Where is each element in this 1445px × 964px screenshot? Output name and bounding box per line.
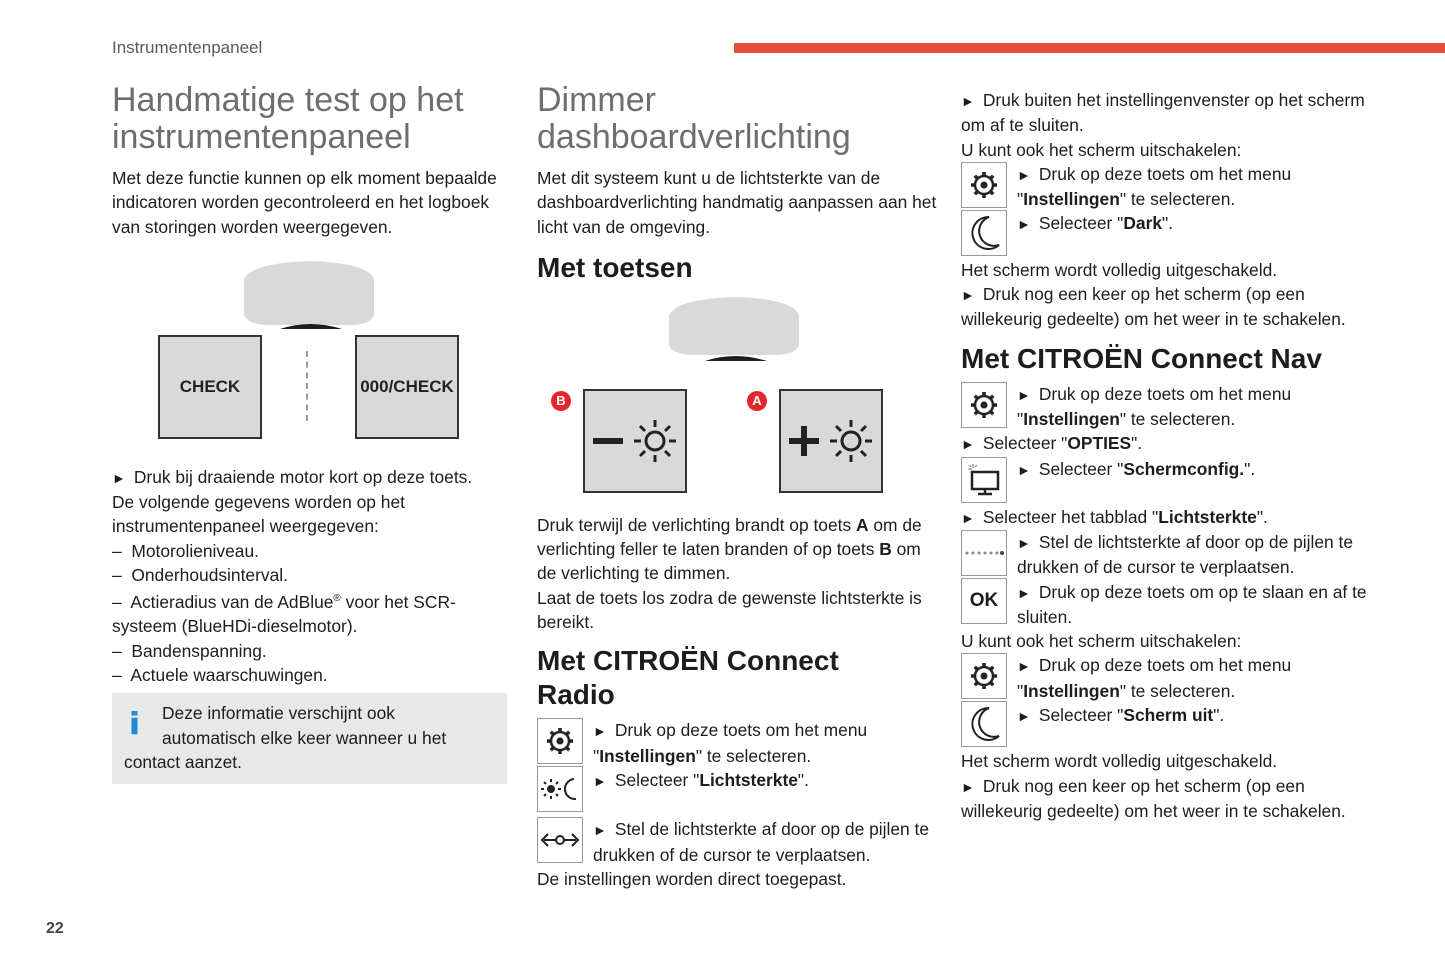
step-line bbox=[1017, 162, 1381, 212]
step-line bbox=[1017, 211, 1381, 236]
dashboard-silhouette bbox=[537, 295, 937, 365]
bullet-triangle: ► bbox=[1017, 166, 1031, 183]
heading-with-buttons: Met toetsen bbox=[537, 251, 693, 283]
text-span: Selecteer " bbox=[1038, 213, 1124, 234]
step-line bbox=[593, 768, 937, 793]
step-line bbox=[593, 718, 937, 768]
step-line bbox=[1017, 653, 1381, 703]
registered-mark: ® bbox=[333, 593, 341, 605]
heading-line-2: Radio bbox=[537, 679, 615, 711]
bullet-triangle: ► bbox=[961, 436, 975, 453]
text-span: om de verlichting te dimmen. bbox=[537, 539, 921, 584]
menu-name: Scherm uit bbox=[1123, 705, 1214, 726]
step-close bbox=[961, 88, 1381, 138]
bullet-triangle: ► bbox=[1017, 584, 1031, 601]
settings-button-box bbox=[961, 382, 1007, 428]
nav-screen-on-step bbox=[961, 774, 1381, 824]
slider-dots-box bbox=[961, 530, 1007, 576]
radio-step-settings bbox=[537, 718, 937, 793]
ok-label: OK bbox=[969, 589, 999, 611]
bullet-triangle: ► bbox=[1017, 708, 1031, 725]
text-span: ". bbox=[1244, 458, 1256, 479]
nav-step-adjust-save bbox=[961, 530, 1381, 629]
text-span: Druk op deze toets om het menu " bbox=[1017, 163, 1292, 210]
note-line-2: automatisch elke keer wanneer u het bbox=[162, 727, 447, 748]
info-icon bbox=[130, 707, 139, 739]
bullet-triangle: ► bbox=[1017, 216, 1031, 233]
bullet-triangle: ► bbox=[593, 822, 607, 839]
key-ref-a: A bbox=[855, 514, 869, 535]
gear-icon bbox=[969, 170, 999, 200]
nav-screen-off-result: Het scherm wordt volledig uitgeschakeld. bbox=[961, 751, 1278, 772]
heading-connect-radio bbox=[537, 644, 937, 712]
step-press-check bbox=[112, 465, 512, 490]
step-line bbox=[1017, 703, 1381, 728]
menu-name: Dark bbox=[1123, 213, 1163, 234]
plus-sun-icon bbox=[785, 416, 877, 466]
badge-a: A bbox=[747, 391, 767, 411]
heading-connect-nav: Met CITROËN Connect Nav bbox=[961, 342, 1322, 374]
moon-icon bbox=[967, 215, 1001, 251]
list-item: – Bandenspanning. bbox=[112, 640, 267, 661]
bullet-triangle: ► bbox=[593, 723, 607, 740]
check-keys-illustration bbox=[112, 239, 512, 465]
bullet-triangle: ► bbox=[1017, 658, 1031, 675]
nav-step-settings bbox=[961, 382, 1381, 432]
moon-icon bbox=[967, 706, 1001, 742]
list-item-text: Actieradius van de AdBlue bbox=[130, 592, 334, 613]
bullet-triangle: ► bbox=[112, 469, 126, 486]
text-span: Druk op deze toets om het menu " bbox=[593, 720, 868, 766]
bullet-triangle: ► bbox=[593, 772, 607, 789]
bullet-triangle: ► bbox=[1017, 534, 1031, 551]
title-line-2: instrumentenpaneel bbox=[112, 118, 411, 156]
text-span: Selecteer " bbox=[982, 433, 1068, 454]
menu-name: OPTIES bbox=[1067, 433, 1132, 454]
bullet-triangle: ► bbox=[961, 778, 975, 795]
data-list bbox=[112, 539, 512, 688]
settings-button-box bbox=[961, 653, 1007, 699]
text-span: Stel de lichtsterkte af door op de pijlen te drukken of de cursor te verplaatsen. bbox=[1017, 531, 1354, 578]
screen-off-intro: U kunt ook het scherm uitschakelen: bbox=[961, 139, 1242, 160]
text-span: ". bbox=[1213, 705, 1225, 726]
menu-name: Instellingen bbox=[599, 745, 696, 766]
info-note bbox=[112, 693, 507, 784]
heading-line-1: Met CITROËN Connect bbox=[537, 645, 839, 677]
nav-step-screenconfig bbox=[961, 457, 1381, 505]
minus-sun-icon bbox=[589, 416, 681, 466]
dark-button-box bbox=[961, 701, 1007, 747]
radio-step-adjust bbox=[537, 817, 937, 867]
page-number: 22 bbox=[46, 920, 64, 937]
dimmer-keys-illustration bbox=[537, 291, 937, 513]
list-item-text: Bandenspanning. bbox=[131, 640, 267, 661]
column-instrument-test bbox=[112, 82, 512, 784]
column-screen-settings bbox=[961, 88, 1381, 823]
text-span: " te selecteren. bbox=[695, 745, 812, 766]
text-span: om de verlichting feller te laten branden of op toets bbox=[537, 514, 922, 560]
title-instrument-test bbox=[112, 82, 512, 156]
text-span: Selecteer " bbox=[1038, 458, 1124, 479]
list-item-text: Actuele waarschuwingen. bbox=[130, 665, 328, 686]
screen-on-step bbox=[961, 282, 1381, 332]
badge-b: B bbox=[551, 391, 571, 411]
text-span: Druk nog een keer op het scherm (op een willekeurig gedeelte) om het weer in te schakelen. bbox=[961, 284, 1346, 330]
nav-step-tab bbox=[961, 505, 1381, 530]
accent-bar bbox=[734, 43, 1445, 53]
odo-check-key bbox=[355, 335, 459, 439]
list-item: – Onderhoudsinterval. bbox=[112, 565, 288, 586]
step-text: Druk bij draaiende motor kort op deze toets. bbox=[133, 466, 473, 487]
text-span: Selecteer " bbox=[1038, 705, 1124, 726]
step-line bbox=[1017, 530, 1381, 580]
gear-icon bbox=[545, 726, 575, 756]
title-line-1: Handmatige test op het bbox=[112, 81, 464, 119]
dimmer-instructions bbox=[537, 513, 937, 586]
key-separator bbox=[306, 351, 308, 421]
menu-name: Instellingen bbox=[1023, 680, 1120, 701]
text-span: " te selecteren. bbox=[1119, 409, 1236, 430]
step-line bbox=[961, 457, 1381, 482]
menu-name: Instellingen bbox=[1023, 189, 1120, 210]
dim-plus-key bbox=[779, 389, 883, 493]
text-span: Druk buiten het instellingenvenster op het scherm om af te sluiten. bbox=[961, 90, 1365, 136]
slider-button-box bbox=[537, 817, 583, 863]
sun-moon-icon bbox=[540, 774, 580, 804]
text-span: Selecteer " bbox=[614, 769, 700, 790]
screen-config-icon bbox=[966, 463, 1002, 497]
dim-minus-key bbox=[583, 389, 687, 493]
key-ref-b: B bbox=[879, 539, 892, 560]
text-span: Druk nog een keer op het scherm (op een willekeurig gedeelte) om het weer in te schakelen. bbox=[961, 775, 1346, 822]
nav-screen-off-steps bbox=[961, 653, 1381, 749]
dimmer-release: Laat de toets los zodra de gewenste lichtsterkte is bereikt. bbox=[537, 587, 922, 633]
gear-icon bbox=[969, 661, 999, 691]
text-span: " te selecteren. bbox=[1119, 680, 1236, 701]
list-item: – Motorolieniveau. bbox=[112, 540, 259, 561]
menu-name: Lichtsterkte bbox=[1158, 506, 1257, 527]
dashboard-silhouette bbox=[112, 257, 512, 337]
text-span: Selecteer het tabblad " bbox=[982, 506, 1159, 527]
text-span: ". bbox=[1162, 213, 1174, 234]
menu-name: Schermconfig. bbox=[1123, 458, 1245, 479]
step-line bbox=[1017, 580, 1381, 630]
settings-button-box bbox=[537, 718, 583, 764]
list-item-text: Onderhoudsinterval. bbox=[131, 565, 288, 586]
section-label: Instrumentenpaneel bbox=[112, 38, 263, 57]
dark-mode-steps bbox=[961, 162, 1381, 258]
step-line bbox=[537, 817, 937, 867]
note-line-1: Deze informatie verschijnt ook bbox=[162, 703, 395, 724]
screenconfig-button-box bbox=[961, 457, 1007, 503]
bullet-triangle: ► bbox=[961, 509, 975, 526]
bullet-triangle: ► bbox=[1017, 461, 1031, 478]
settings-applied: De instellingen worden direct toegepast. bbox=[537, 868, 847, 889]
intro-text: Met deze functie kunnen op elk moment bepaalde indicatoren worden gecontroleerd en het logboek van storingen worden weergegeven. bbox=[112, 168, 497, 237]
settings-button-box bbox=[961, 162, 1007, 208]
list-item-text: Motorolieniveau. bbox=[131, 540, 259, 561]
ok-button-box bbox=[961, 578, 1007, 624]
text-span: Druk op deze toets om het menu " bbox=[1017, 383, 1292, 430]
dotted-slider-icon bbox=[964, 548, 1004, 558]
nav-step-options bbox=[961, 431, 1381, 456]
list-item: – Actieradius van de AdBlue® voor het SCR-systeem (BlueHDi-dieselmotor). bbox=[112, 592, 456, 637]
nav-screen-off-intro: U kunt ook het scherm uitschakelen: bbox=[961, 631, 1242, 652]
text-span: Druk op deze toets om het menu " bbox=[1017, 655, 1292, 701]
brightness-button-box bbox=[537, 766, 583, 812]
text-span: Druk terwijl de verlichting brandt op toets bbox=[537, 514, 856, 535]
step-follow: De volgende gegevens worden op het instrumentenpaneel weergegeven: bbox=[112, 492, 405, 537]
text-span: ". bbox=[1256, 506, 1268, 527]
step-line bbox=[961, 382, 1381, 432]
arrows-slider-icon bbox=[540, 830, 580, 850]
text-span: Druk op deze toets om op te slaan en af te sluiten. bbox=[1017, 581, 1367, 627]
bullet-triangle: ► bbox=[961, 93, 975, 109]
text-span: ". bbox=[797, 769, 809, 790]
text-span: " te selecteren. bbox=[1119, 189, 1236, 210]
text-span: Stel de lichtsterkte af door op de pijlen te drukken of de cursor te verplaatsen. bbox=[593, 819, 930, 865]
title-line-2: dashboardverlichting bbox=[537, 118, 851, 156]
title-dimmer bbox=[537, 82, 937, 156]
odo-check-key-label: 000/CHECK bbox=[360, 376, 454, 396]
gear-icon bbox=[969, 390, 999, 420]
list-item: – Actuele waarschuwingen. bbox=[112, 665, 328, 686]
list-item-text: voor het SCR-systeem (BlueHDi-dieselmotor). bbox=[112, 592, 456, 637]
menu-name: Instellingen bbox=[1023, 409, 1120, 430]
dark-button-box bbox=[961, 210, 1007, 256]
title-line-1: Dimmer bbox=[537, 81, 656, 119]
check-key bbox=[158, 335, 262, 439]
column-dimmer bbox=[537, 82, 937, 891]
screen-off-result: Het scherm wordt volledig uitgeschakeld. bbox=[961, 259, 1278, 280]
note-line-3: contact aanzet. bbox=[124, 751, 242, 772]
bullet-triangle: ► bbox=[961, 287, 975, 304]
text-span: ". bbox=[1131, 433, 1143, 454]
menu-name: Lichtsterkte bbox=[699, 769, 798, 790]
bullet-triangle: ► bbox=[1017, 386, 1031, 403]
check-key-label: CHECK bbox=[179, 376, 241, 396]
intro-text: Met dit systeem kunt u de lichtsterkte van de dashboardverlichting handmatig aanpassen aan het licht van de omgeving. bbox=[537, 168, 937, 237]
